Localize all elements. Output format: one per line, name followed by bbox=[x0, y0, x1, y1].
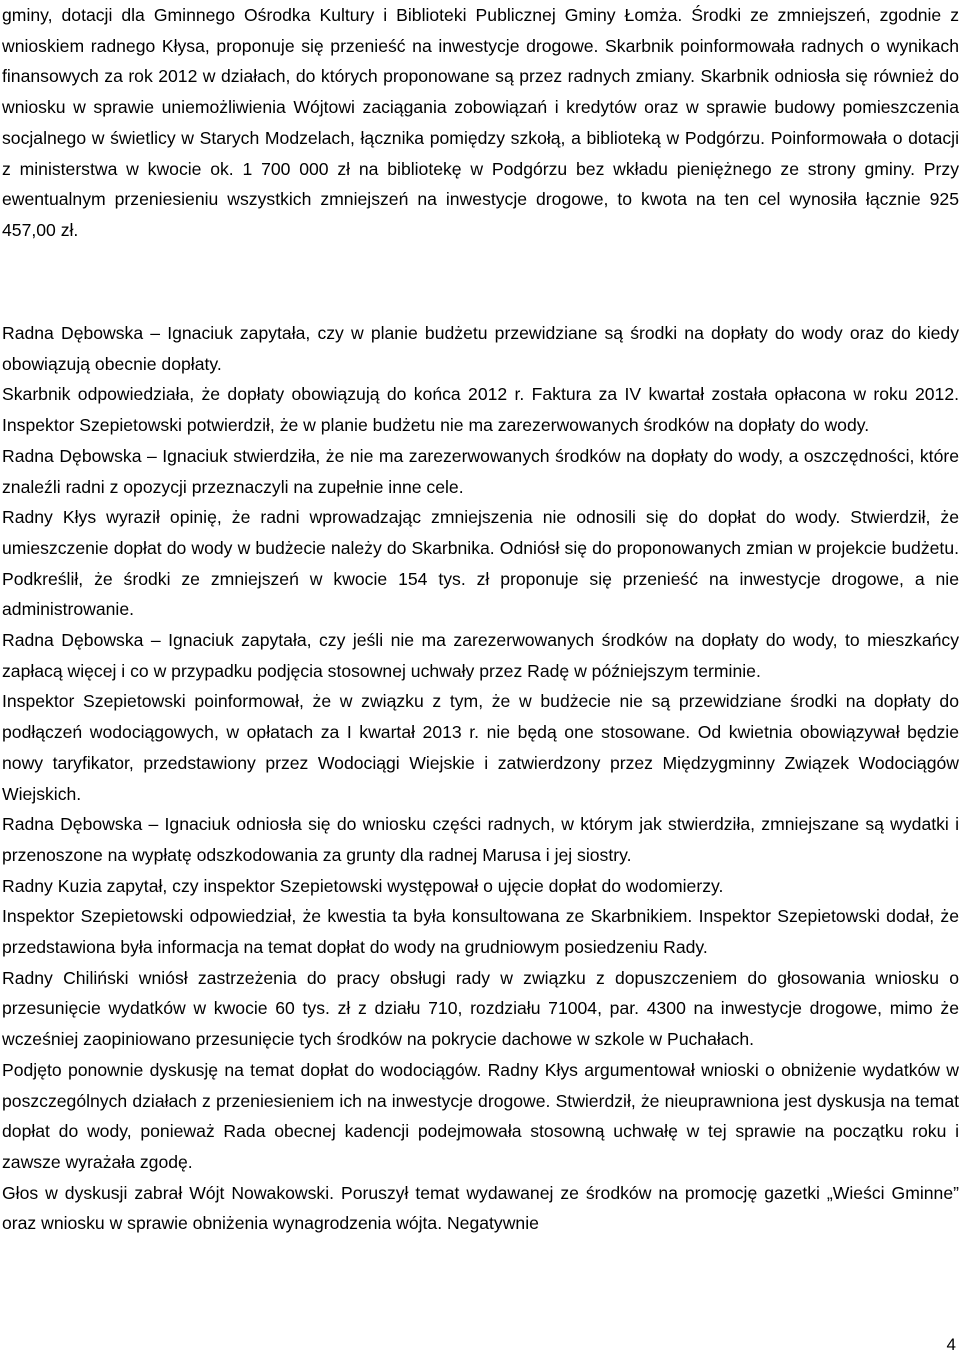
paragraph: Radny Chiliński wniósł zastrzeżenia do pracy obsługi rady w związku z dopuszczeniem do głosowania wniosku o przesunięcie wydatków w kwocie 60 tys. zł z działu 710, rozdziału 71004, par. 4300 na inwestycje drogowe, mimo że wcześniej zaopiniowano przesunięcie tych środków na pokrycie dachowe w szkole w Puchałach. bbox=[2, 967, 959, 1050]
paragraph: Radny Kłys wyraził opinię, że radni wprowadzając zmniejszenia nie odnosili się do dopłat do wody. Stwierdził, że umieszczenie dopłat do wody w budżecie należy do Skarbnika. Odniósł się do proponowanych zmian w projekcie budżetu. Podkreślił, że środki ze zmniejszeń w kwocie 154 tys. zł proponuje się przenieść na inwestycje drogowe, a nie administrowanie. bbox=[2, 507, 959, 620]
paragraph: Głos w dyskusji zabrał Wójt Nowakowski. Poruszył temat wydawanej ze środków na promocję gazetki „Wieści Gminne” oraz wniosku w sprawie obniżenia wynagrodzenia wójta. Negatywnie bbox=[2, 1182, 959, 1234]
paragraph: Radna Dębowska – Ignaciuk stwierdziła, że nie ma zarezerwowanych środków na dopłaty do wody, a oszczędności, które znaleźli radni z opozycji przeznaczyli na zupełnie inne cele. bbox=[2, 445, 959, 497]
text-section-top bbox=[2, 0, 959, 246]
paragraph: Skarbnik odpowiedziała, że dopłaty obowiązują do końca 2012 r. Faktura za IV kwartał została opłacona w roku 2012. Inspektor Szepietowski potwierdził, że w planie budżetu nie ma zarezerwowanych środków na dopłaty do wody. bbox=[2, 384, 959, 436]
paragraph: Radny Kuzia zapytał, czy inspektor Szepietowski występował o ujęcie dopłat do wodomierzy. bbox=[2, 875, 724, 896]
paragraph: Inspektor Szepietowski poinformował, że w związku z tym, że w budżecie nie są przewidziane środki na dopłaty do podłączeń wodociągowych, w opłatach za I kwartał 2013 r. nie będą one stosowane. Od kwietnia obowiązywał będzie nowy taryfikator, przedstawiony przez Wodociągi Wiejskie i zatwierdzony przez Międzygminny Związek Wodociągów Wiejskich. bbox=[2, 691, 959, 804]
paragraph: gminy, dotacji dla Gminnego Ośrodka Kultury i Biblioteki Publicznej Gminy Łomża. Środki ze zmniejszeń, zgodnie z wnioskiem radnego Kłysa, proponuje się przenieść na inwestycje drogowe. Skarbnik poinformowała radnych o wynikach finansowych za rok 2012 w działach, do których proponowane są przez radnych zmiany. Skarbnik odniosła się również do wniosku w sprawie uniemożliwienia Wójtowi zaciągania zobowiązań i kredytów oraz w sprawie budowy pomieszczenia socjalnego w świetlicy w Starych Modzelach, łącznika pomiędzy szkołą, a biblioteką w Podgórzu. Poinformowała o dotacji z ministerstwa w kwocie ok. 1 700 000 zł na bibliotekę w Podgórzu bez wkładu pieniężnego ze strony gminy. Przy ewentualnym przeniesieniu wszystkich zmniejszeń na inwestycje drogowe, to kwota na ten cel wynosiła łącznie 925 457,00 zł. bbox=[2, 5, 959, 240]
text-section-bottom bbox=[2, 318, 959, 1239]
paragraph: Inspektor Szepietowski odpowiedział, że kwestia ta była konsultowana ze Skarbnikiem. Inspektor Szepietowski dodał, że przedstawiona była informacja na temat dopłat do wody na grudniowym posiedzeniu Rady. bbox=[2, 906, 959, 958]
paragraph: Radna Dębowska – Ignaciuk zapytała, czy w planie budżetu przewidziane są środki na dopłaty do wody oraz do kiedy obowiązują obecnie dopłaty. bbox=[2, 323, 959, 374]
paragraph: Podjęto ponownie dyskusję na temat dopłat do wodociągów. Radny Kłys argumentował wnioski o obniżenie wydatków w poszczególnych działach z przeniesieniem ich na inwestycje drogowe. Stwierdził, że nieuprawniona jest dyskusja na temat dopłat do wody, ponieważ Rada obecnej kadencji podejmowała stosowną uchwałę w tej sprawie na początku roku i zawsze wyrażała zgodę. bbox=[2, 1059, 959, 1172]
paragraph: Radna Dębowska – Ignaciuk zapytała, czy jeśli nie ma zarezerwowanych środków na dopłaty do wody, to mieszkańcy zapłacą więcej i co w przypadku podjęcia stosownej uchwały przez Radę w późniejszym terminie. bbox=[2, 630, 959, 681]
paragraph: Radna Dębowska – Ignaciuk odniosła się do wniosku części radnych, w którym jak stwierdziła, zmniejszane są wydatki i przenoszone na wypłatę odszkodowania za grunty dla radnej Marusa i jej siostry. bbox=[2, 814, 959, 865]
page-number: 4 bbox=[946, 1335, 956, 1354]
